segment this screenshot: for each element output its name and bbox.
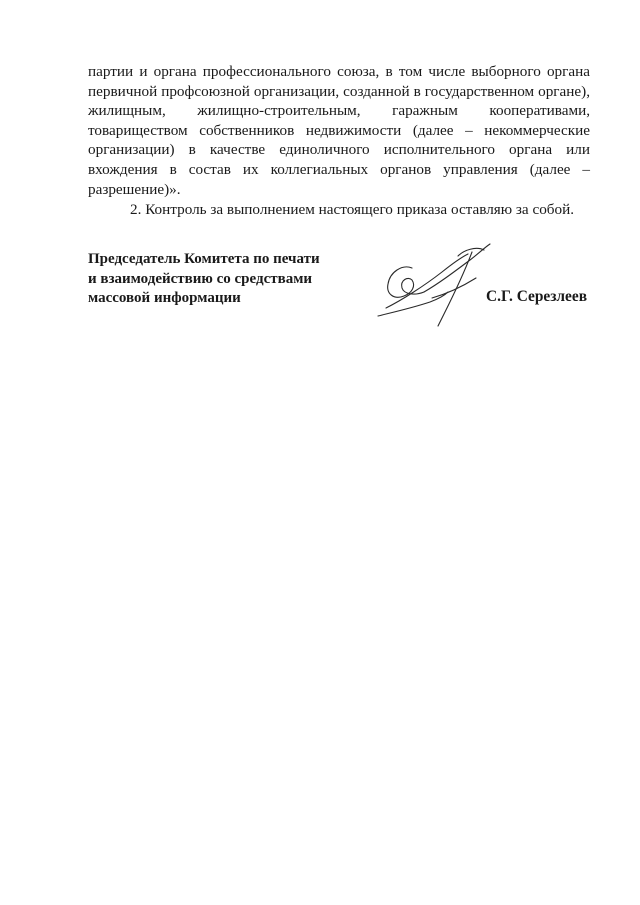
- signatory-position: [88, 250, 358, 309]
- position-line-2: и взаимодействию со средствами: [88, 270, 313, 287]
- paragraph-continuation: партии и органа профессионального союза, в том числе выборного органа первичной профсоюзной организации, созданной в государственном органе), жилищным, жилищно-строительным, гаражным кооперативами, товариществом собственников недвижимости (далее – некоммерческие организации) в качестве единоличного исполнительного органа или вхождения в состав их коллегиальных органов управления (далее – разрешение)».: [88, 63, 590, 198]
- position-line-3: массовой информации: [88, 290, 241, 306]
- paragraph-item-2: 2. Контроль за выполнением настоящего приказа оставляю за собой.: [130, 201, 575, 219]
- position-line-1: Председатель Комитета по печати: [88, 251, 320, 267]
- handwritten-signature: [372, 238, 502, 330]
- document-body: [88, 62, 590, 220]
- signer-name: С.Г. Серезлеев: [486, 288, 588, 305]
